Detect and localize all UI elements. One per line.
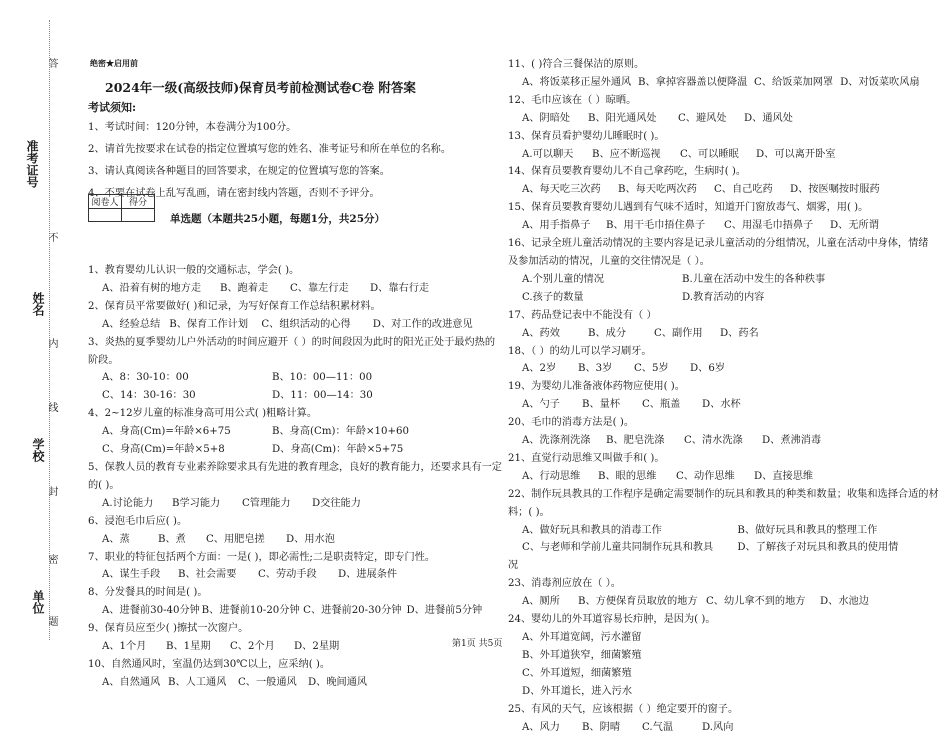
seal-char-5: 封 xyxy=(46,486,57,496)
option-row xyxy=(508,289,928,307)
answer-option[interactable]: A、身高(Cm)=年龄×6+75 xyxy=(102,426,231,438)
answer-option[interactable]: C管理能力 xyxy=(242,497,291,509)
answer-option[interactable]: C、身高(Cm)=年龄×5+8 xyxy=(102,444,225,456)
answer-option[interactable]: A、做好玩具和教具的消毒工作 xyxy=(522,524,662,536)
answer-option[interactable]: C、组织活动的心得 xyxy=(261,318,351,330)
option-row xyxy=(508,325,928,343)
answer-option[interactable]: A、用手指鼻子 xyxy=(522,220,591,232)
answer-option[interactable]: B、阴晴 xyxy=(582,721,621,733)
score-table xyxy=(88,194,155,222)
grader-label: 阅卷人 xyxy=(89,195,122,209)
answer-option[interactable]: B、做好玩具和教具的整理工作 xyxy=(737,524,878,536)
answer-option[interactable]: D、煮沸消毒 xyxy=(762,435,822,447)
seal-char-6: 密 xyxy=(46,554,57,564)
answer-option[interactable]: C、5岁 xyxy=(634,363,669,375)
answer-option[interactable]: A、药效 xyxy=(522,327,560,339)
answer-option[interactable]: C、副作用 xyxy=(654,327,703,339)
answer-option[interactable]: B、煮 xyxy=(158,533,186,545)
option-row xyxy=(88,531,488,549)
option-row xyxy=(508,110,928,128)
answer-option[interactable]: C、外耳道短，细菌繁殖 xyxy=(522,667,632,679)
answer-option[interactable]: D.教育活动的内容 xyxy=(682,291,765,303)
question-stem: 18、（ ）的幼儿可以学习刷牙。 xyxy=(508,345,652,357)
question-stem: 13、保育员看护婴幼儿睡眠时( )。 xyxy=(508,130,665,142)
option-row xyxy=(508,719,928,736)
answer-option[interactable]: D、按医嘱按时服药 xyxy=(790,184,880,196)
question-stem: 22、制作玩具教具的工作程序是确定需要制作的玩具和教具的种类和数量；收集和选择合适的材 xyxy=(508,488,939,500)
answer-option[interactable]: D、进展条件 xyxy=(338,569,398,581)
answer-option[interactable]: D、靠右行走 xyxy=(370,282,430,294)
answer-option[interactable]: A、将饭菜移正屋外通风 xyxy=(522,76,632,88)
question-stem: 15、保育员要教育婴幼儿遇到有气味不适时，知道开门窗放毒气、烟雾，用( )。 xyxy=(508,202,869,214)
question-stem: 25、有风的天气，应该根据（ ）绝定要开的窗子。 xyxy=(508,703,739,715)
option-row xyxy=(88,602,488,620)
seal-line xyxy=(49,20,50,640)
paper-title: 2024年一级(高级技师)保育员考前检测试卷C卷 附答案 xyxy=(105,80,416,95)
option-row xyxy=(508,360,928,378)
answer-option[interactable]: D、通风处 xyxy=(744,112,793,124)
answer-option[interactable]: B、1星期 xyxy=(166,641,211,653)
notice-item: 3、请认真阅读各种题目的回答要求，在规定的位置填写您的答案。 xyxy=(88,166,390,177)
name-label: 姓名 xyxy=(31,292,45,316)
answer-option[interactable]: D、身高(Cm)：年龄×5+75 xyxy=(272,444,404,456)
answer-option[interactable]: D、可以离开卧室 xyxy=(756,148,836,160)
answer-option[interactable]: A.讨论能力 xyxy=(102,497,154,509)
question-stem: 16、记录全班儿童活动情况的主要内容是记录儿童活动的分组情况，儿童在活动中身体，情绪 xyxy=(508,238,929,250)
answer-option[interactable]: D、直接思维 xyxy=(754,470,814,482)
question-stem: 12、毛巾应该在（ ）晾晒。 xyxy=(508,94,637,106)
question-stem: 8、分发餐具的时间是( )。 xyxy=(88,587,208,599)
question-stem-continued: 的( )。 xyxy=(88,479,120,491)
answer-option[interactable]: B、外耳道狭窄，细菌繁殖 xyxy=(522,649,642,661)
answer-option[interactable]: B.儿童在活动中发生的各种秩事 xyxy=(682,273,826,285)
answer-option[interactable]: A.可以聊天 xyxy=(522,148,574,160)
answer-option[interactable]: C.气温 xyxy=(642,721,674,733)
answer-option[interactable]: B、用干毛巾捂住鼻子 xyxy=(606,220,706,232)
answer-option[interactable]: D、晚间通风 xyxy=(308,676,368,688)
answer-option[interactable]: D交往能力 xyxy=(312,497,361,509)
question-stem: 23、消毒剂应放在（ ）。 xyxy=(508,578,621,590)
option-row xyxy=(88,495,488,513)
question-stem: 3、炎热的夏季婴幼儿户外活动的时间应避开（ ）的时间段因为此时的阳光正处于最灼热的 xyxy=(88,336,496,348)
answer-option[interactable]: A、风力 xyxy=(522,721,560,733)
option-row xyxy=(88,441,488,459)
answer-option[interactable]: A.个别儿童的情况 xyxy=(522,273,604,285)
answer-option[interactable]: A、8：30-10：00 xyxy=(102,372,189,384)
answer-option[interactable]: D、水池边 xyxy=(820,596,869,608)
answer-option[interactable]: D、外耳道长，进入污水 xyxy=(522,685,633,697)
answer-option[interactable]: A、勺子 xyxy=(522,399,560,411)
answer-option[interactable]: B、肥皂洗涤 xyxy=(606,435,665,447)
answer-option[interactable]: C、靠左行走 xyxy=(290,282,349,294)
answer-option[interactable]: B、进餐前10-20分钟 xyxy=(201,605,300,617)
option-row xyxy=(508,74,928,92)
seal-char-2: 不 xyxy=(46,232,57,242)
option-row xyxy=(508,539,928,557)
seal-char-1: 答 xyxy=(46,58,57,68)
answer-option[interactable]: B、阳光通风处 xyxy=(588,112,657,124)
option-row xyxy=(508,271,928,289)
answer-option[interactable]: D、水杯 xyxy=(702,399,741,411)
notice-item: 1、考试时间：120分钟，本卷满分为100分。 xyxy=(88,122,297,133)
answer-option[interactable]: B、方便保育员取放的地方 xyxy=(578,596,698,608)
question-stem: 6、浸泡毛巾后应( )。 xyxy=(88,515,188,527)
answer-option[interactable]: B、量杯 xyxy=(582,399,621,411)
answer-option[interactable]: C、2个月 xyxy=(230,641,275,653)
answer-option[interactable]: B、人工通风 xyxy=(168,676,227,688)
question-stem: 20、毛巾的消毒方法是( )。 xyxy=(508,417,635,429)
option-row xyxy=(508,468,928,486)
answer-option[interactable]: D、了解孩子对玩具和教具的使用情 xyxy=(737,542,899,554)
answer-option[interactable]: D、药名 xyxy=(720,327,759,339)
question-stem-continued: 及参加活动的情况，儿童的交往情况是（ ）。 xyxy=(508,255,710,267)
seal-char-7: 题 xyxy=(46,616,57,626)
question-stem: 21、直觉行动思维又叫做手和( )。 xyxy=(508,452,665,464)
answer-option[interactable]: B、保育工作计划 xyxy=(169,318,249,330)
school-label: 学校 xyxy=(31,438,45,462)
answer-option[interactable]: B学习能力 xyxy=(172,497,221,509)
option-row xyxy=(88,316,488,334)
question-stem: 5、保教人员的教育专业素养除要求具有先进的教育理念，良好的教育能力，还要求具有一定 xyxy=(88,461,502,473)
question-stem: 24、婴幼儿的外耳道容易长疖肿，是因为( )。 xyxy=(508,614,716,626)
answer-option[interactable]: C、与老师和学前儿童共同制作玩具和教具 xyxy=(522,542,714,554)
option-row xyxy=(508,146,928,164)
answer-option[interactable]: C、动作思维 xyxy=(676,470,735,482)
notice-heading: 考试须知: xyxy=(88,101,137,114)
question-stem: 2、保育员平常要做好( )和记录，为写好保育工作总结积累材料。 xyxy=(88,300,381,312)
answer-option[interactable]: C、可以睡眠 xyxy=(680,148,739,160)
option-row xyxy=(88,674,488,692)
answer-option[interactable]: C、一般通风 xyxy=(238,676,297,688)
option-row xyxy=(88,387,488,405)
answer-option[interactable]: C、避风处 xyxy=(678,112,727,124)
answer-option[interactable]: B、3岁 xyxy=(578,363,613,375)
answer-option[interactable]: C、14：30-16：30 xyxy=(102,390,196,402)
answer-option[interactable]: C、自己吃药 xyxy=(714,184,773,196)
answer-option[interactable]: C、用湿毛巾捂鼻子 xyxy=(724,220,814,232)
question-stem: 7、职业的特征包括两个方面：一是( )，即必需性;二是职责特定，即专门性。 xyxy=(88,551,436,563)
answer-option[interactable]: D、11：00—14：30 xyxy=(272,390,373,402)
answer-option[interactable]: D、2星期 xyxy=(294,641,340,653)
option-row xyxy=(88,369,488,387)
answer-option[interactable]: B、成分 xyxy=(588,327,627,339)
seal-char-4: 线 xyxy=(46,402,57,412)
notice-list xyxy=(88,117,451,205)
question-stem: 14、保育员要教育婴幼儿不自己拿药吃，生病时( )。 xyxy=(508,166,747,178)
answer-option[interactable]: B、应不断巡视 xyxy=(592,148,661,160)
question-stem-continued: 料；( )。 xyxy=(508,506,550,518)
answer-option[interactable]: A、蒸 xyxy=(102,533,130,545)
answer-option[interactable]: C、幼儿拿不到的地方 xyxy=(706,596,806,608)
notice-item: 2、请首先按要求在试卷的指定位置填写您的姓名、准考证号和所在单位的名称。 xyxy=(88,144,452,155)
answer-option[interactable]: B、跑着走 xyxy=(220,282,269,294)
unit-label: 单位 xyxy=(31,590,45,614)
option-row xyxy=(508,593,928,611)
question-stem-continued: 阶段。 xyxy=(88,354,119,366)
score-label: 得分 xyxy=(122,195,155,209)
answer-option[interactable]: B、拿掉容器盖以便降温 xyxy=(638,76,748,88)
answer-option[interactable]: C、劳动手段 xyxy=(258,569,317,581)
secret-label: 绝密★启用前 xyxy=(90,58,138,68)
question-stem: 10、自然通风时，室温仍达到30℃以上，应采纳( )。 xyxy=(88,658,331,670)
question-stem: 17、药品登记表中不能没有（ ） xyxy=(508,309,657,321)
answer-option[interactable]: C、清水洗涤 xyxy=(684,435,743,447)
answer-option[interactable]: D、进餐前5分钟 xyxy=(406,605,483,617)
answer-option[interactable]: D.风向 xyxy=(702,721,734,733)
option-row xyxy=(88,280,488,298)
option-row xyxy=(508,522,928,540)
answer-option[interactable]: A、谋生手段 xyxy=(102,569,161,581)
answer-option[interactable]: D、对饭菜吹风扇 xyxy=(840,76,920,88)
grader-cell[interactable] xyxy=(89,209,122,222)
option-continued: 况 xyxy=(508,560,519,572)
answer-option[interactable]: B、10：00—11：00 xyxy=(272,372,373,384)
answer-option[interactable]: A、外耳道宽阔，污水灌留 xyxy=(522,632,642,643)
answer-option[interactable]: A、阴暗处 xyxy=(522,112,571,124)
answer-option[interactable]: A、沿着有树的地方走 xyxy=(102,282,202,294)
answer-option[interactable]: B、社会需要 xyxy=(178,569,237,581)
right-question-column xyxy=(508,56,939,736)
answer-option[interactable]: C.孩子的数量 xyxy=(522,291,584,303)
answer-option[interactable]: A、进餐前30-40分钟 xyxy=(102,605,200,617)
answer-option[interactable]: A、2岁 xyxy=(522,363,557,375)
answer-option[interactable]: A、行动思维 xyxy=(522,470,581,482)
answer-option[interactable]: A、经验总结 xyxy=(102,318,161,330)
question-stem: 19、为婴幼儿准备液体药物应使用( )。 xyxy=(508,381,685,393)
answer-option[interactable]: D、无所谓 xyxy=(830,220,879,232)
option-row xyxy=(508,396,928,414)
answer-option[interactable]: A、洗涤剂洗涤 xyxy=(522,435,591,447)
question-stem: 1、教育婴幼儿认识一般的交通标志，学会( )。 xyxy=(88,265,300,276)
question-stem: 9、保育员应至少( )擦拭一次窗户。 xyxy=(88,623,249,635)
answer-option[interactable]: B、每天吃两次药 xyxy=(618,184,697,196)
answer-option[interactable]: D、用水泡 xyxy=(286,533,335,545)
exam-no-label: 准考证号 xyxy=(25,140,39,188)
page-number: 第1页 共5页 xyxy=(452,639,503,649)
answer-option[interactable]: C、瓶盖 xyxy=(642,399,681,411)
option-row xyxy=(88,566,488,584)
notice-item: 4、不要在试卷上乱写乱画，请在密封线内答题，否则不予评分。 xyxy=(88,188,380,199)
answer-option[interactable]: D、6岁 xyxy=(690,363,726,375)
question-stem: 4、2~12岁儿童的标准身高可用公式( )粗略计算。 xyxy=(88,408,318,420)
option-row xyxy=(508,217,928,235)
answer-option[interactable]: A、每天吃三次药 xyxy=(522,184,601,196)
answer-option[interactable]: B、眼的思维 xyxy=(598,470,657,482)
answer-option[interactable]: A、厕所 xyxy=(522,596,560,608)
seal-char-3: 内 xyxy=(46,338,57,348)
option-row xyxy=(508,432,928,450)
answer-option[interactable]: D、对工作的改进意见 xyxy=(372,318,473,330)
section-title: 单选题（本题共25小题，每题1分，共25分） xyxy=(170,213,386,225)
option-row xyxy=(508,181,928,199)
option-row xyxy=(88,423,488,441)
answer-option[interactable]: C、给饭菜加网罩 xyxy=(754,76,834,88)
left-question-column xyxy=(88,262,502,692)
answer-option[interactable]: A、自然通风 xyxy=(102,676,161,688)
option-row xyxy=(88,638,488,656)
question-stem: 11、( )符合三餐保洁的原则。 xyxy=(508,59,645,70)
score-cell[interactable] xyxy=(122,209,155,222)
answer-option[interactable]: C、用肥皂搓 xyxy=(206,533,265,545)
answer-option[interactable]: A、1个月 xyxy=(102,641,147,653)
answer-option[interactable]: B、身高(Cm)：年龄×10+60 xyxy=(272,426,410,438)
answer-option[interactable]: C、进餐前20-30分钟 xyxy=(303,605,402,617)
